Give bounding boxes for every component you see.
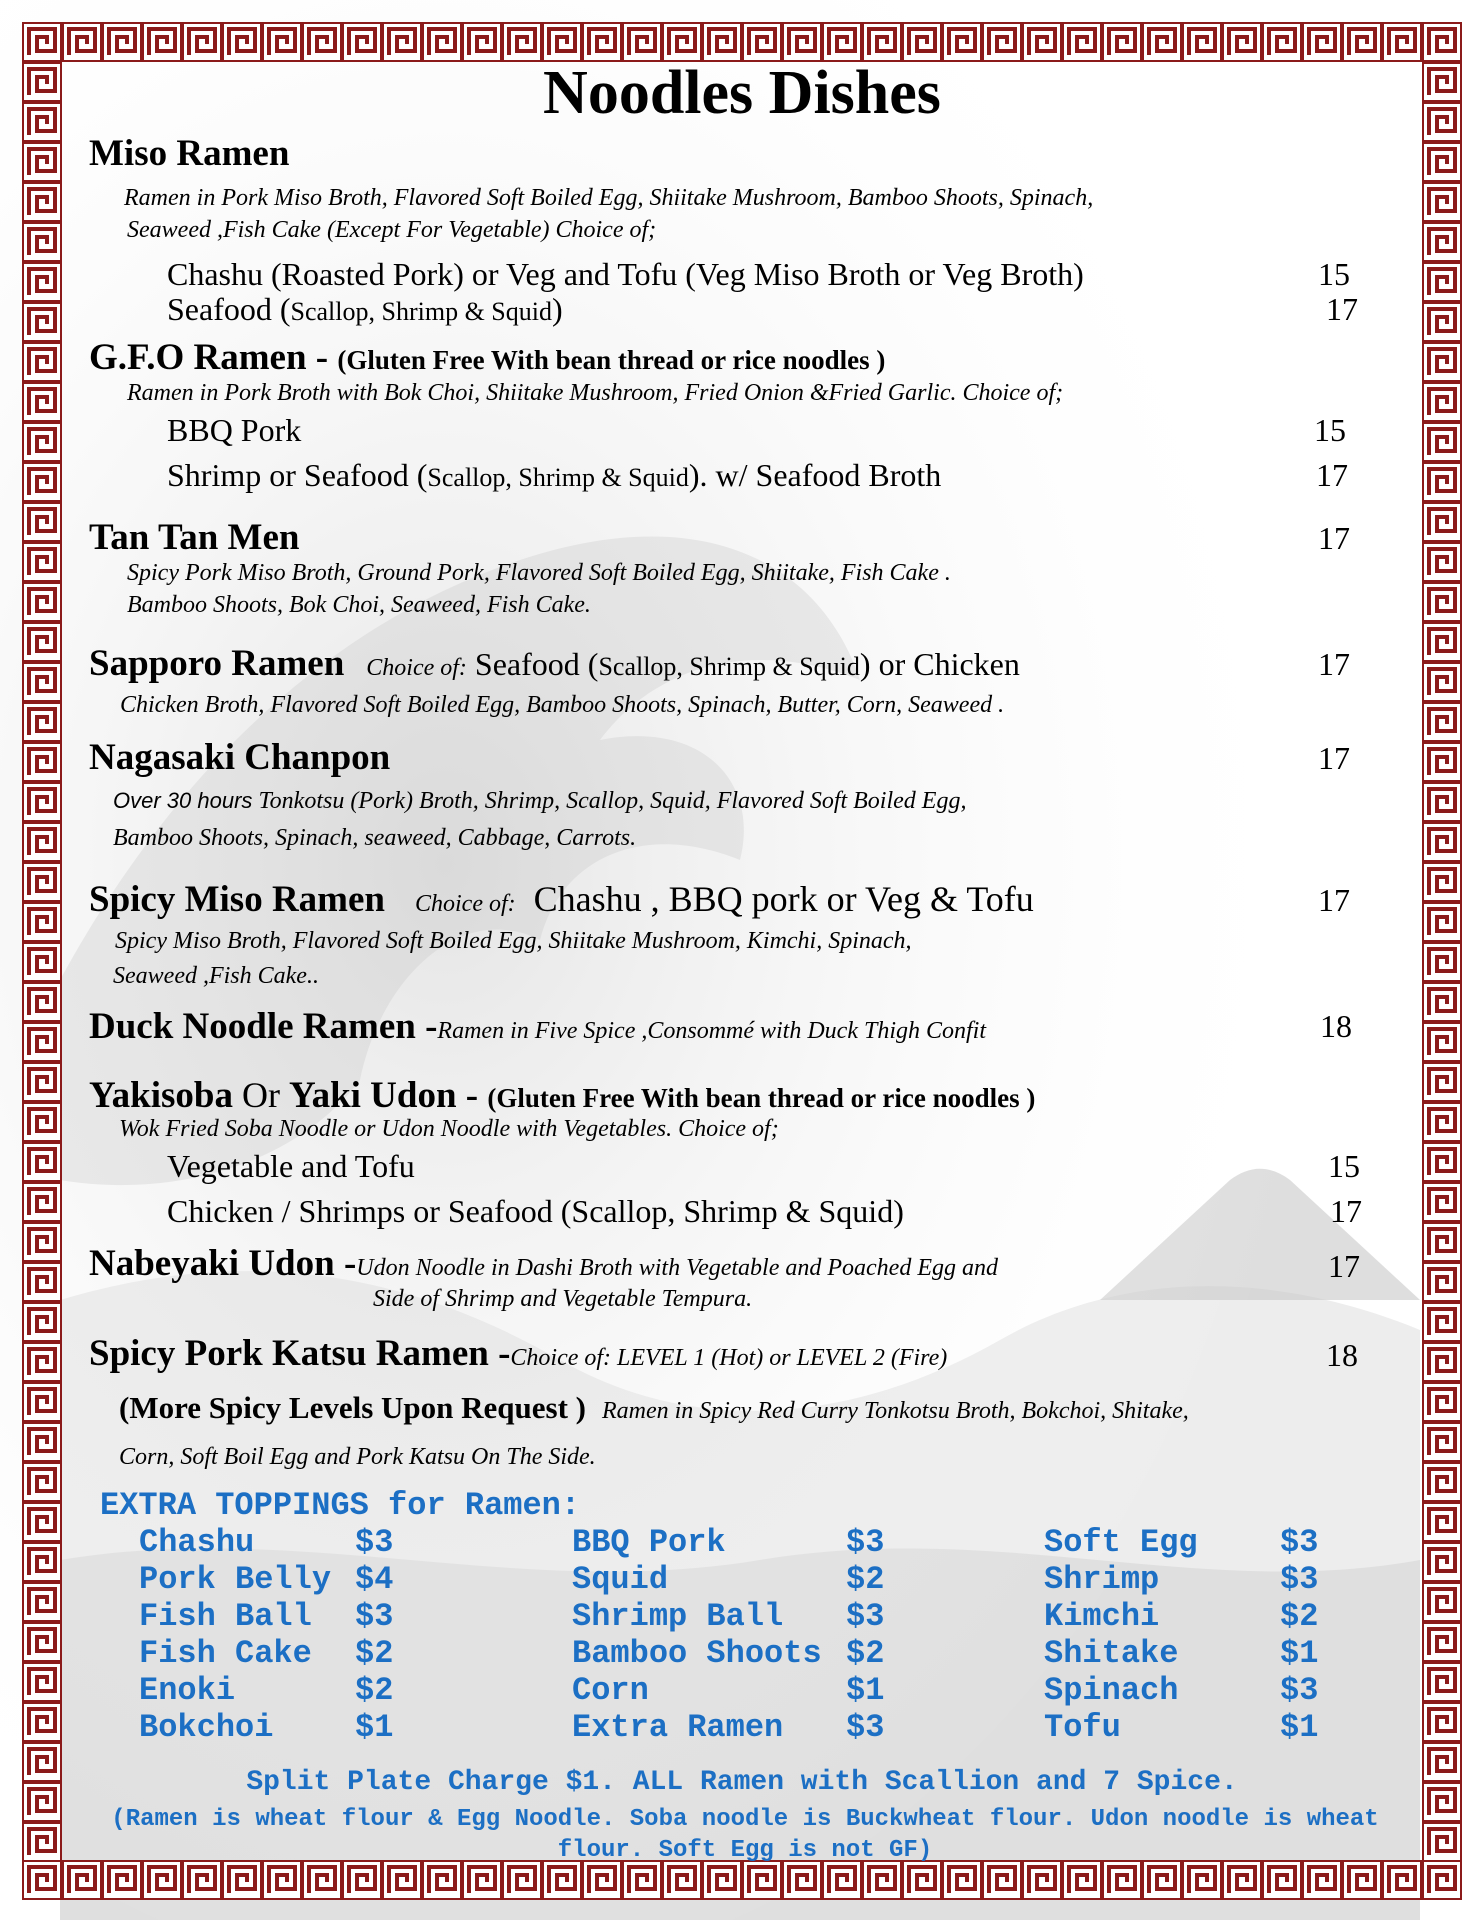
gfo-ramen-option-2-price: 17 bbox=[1316, 457, 1348, 493]
katsu-ramen-choice: Choice of: LEVEL 1 (Hot) or LEVEL 2 (Fire) bbox=[510, 1345, 948, 1371]
nabeyaki-udon-desc-2: Side of Shrimp and Vegetable Tempura. bbox=[373, 1286, 753, 1312]
topping-name: Kimchi bbox=[1044, 1598, 1160, 1635]
topping-name: Squid bbox=[572, 1561, 669, 1598]
toppings-title: EXTRA TOPPINGS for Ramen: bbox=[100, 1487, 581, 1524]
topping-name: Chashu bbox=[139, 1524, 255, 1561]
yakisoba-desc: Wok Fried Soba Noodle or Udon Noodle with Vegetables. Choice of; bbox=[119, 1116, 779, 1142]
nagasaki-chanpon-desc-1 bbox=[113, 788, 966, 815]
spicy-miso-ramen-name: Spicy Miso Ramen bbox=[89, 879, 385, 920]
nagasaki-hours: Over 30 hours bbox=[113, 788, 259, 813]
spicy-miso-ramen-price: 17 bbox=[1318, 882, 1350, 918]
sapporo-choice-label: Choice of: bbox=[366, 655, 467, 681]
nagasaki-broth: Tonkotsu (Pork) Broth, Shrimp, Scallop, Squid, Flavored Soft Boiled Egg, bbox=[258, 788, 967, 814]
topping-price: $3 bbox=[846, 1524, 885, 1561]
miso-ramen-option-1-price: 15 bbox=[1318, 256, 1350, 292]
duck-noodle-ramen-price: 18 bbox=[1320, 1008, 1352, 1044]
tantan-men-desc-2: Bamboo Shoots, Bok Choi, Seaweed, Fish Cake. bbox=[127, 592, 591, 618]
nagasaki-chanpon-price: 17 bbox=[1318, 740, 1350, 776]
topping-price: $3 bbox=[1280, 1672, 1319, 1709]
topping-price: $2 bbox=[1280, 1598, 1319, 1635]
miso-ramen-name: Miso Ramen bbox=[89, 133, 290, 174]
option-text-end: ) bbox=[551, 291, 563, 327]
topping-price: $1 bbox=[355, 1709, 394, 1746]
tantan-men-name: Tan Tan Men bbox=[89, 517, 300, 558]
duck-noodle-ramen-heading bbox=[89, 1005, 986, 1048]
katsu-ramen-desc-1: Ramen in Spicy Red Curry Tonkotsu Broth, Bokchoi, Shitake, bbox=[601, 1398, 1189, 1424]
nagasaki-chanpon-desc-2: Bamboo Shoots, Spinach, seaweed, Cabbage, Carrots. bbox=[113, 825, 637, 851]
nabeyaki-udon-heading bbox=[89, 1242, 998, 1285]
topping-price: $3 bbox=[355, 1524, 394, 1561]
topping-name: Fish Cake bbox=[139, 1635, 312, 1672]
duck-noodle-ramen-name: Duck Noodle Ramen - bbox=[89, 1006, 438, 1047]
gfo-ramen-option-1-price: 15 bbox=[1314, 412, 1346, 448]
nabeyaki-udon-price: 17 bbox=[1328, 1248, 1360, 1284]
footer-charge-note: Split Plate Charge $1. ALL Ramen with Scallion and 7 Spice. bbox=[246, 1767, 1238, 1798]
topping-name: Bokchoi bbox=[139, 1709, 274, 1746]
miso-ramen-desc-2: Seaweed ,Fish Cake (Except For Vegetable) Choice of; bbox=[127, 217, 657, 243]
yaki-udon-name: Yaki Udon - bbox=[288, 1075, 488, 1116]
katsu-ramen-name: Spicy Pork Katsu Ramen - bbox=[89, 1333, 511, 1374]
topping-name: Enoki bbox=[139, 1672, 236, 1709]
miso-ramen-desc-1: Ramen in Pork Miso Broth, Flavored Soft Boiled Egg, Shiitake Mushroom, Bamboo Shoots, Spinach, bbox=[124, 185, 1094, 211]
yakisoba-or: Or bbox=[232, 1075, 289, 1115]
yakisoba-option-1: Vegetable and Tofu bbox=[167, 1148, 415, 1184]
topping-name: Fish Ball bbox=[139, 1598, 312, 1635]
option-text: Seafood ( bbox=[466, 646, 599, 682]
topping-price: $3 bbox=[1280, 1561, 1319, 1598]
topping-price: $3 bbox=[1280, 1524, 1319, 1561]
miso-ramen-option-1: Chashu (Roasted Pork) or Veg and Tofu (Veg Miso Broth or Veg Broth) bbox=[167, 256, 1084, 292]
topping-name: Soft Egg bbox=[1044, 1524, 1198, 1561]
duck-noodle-ramen-desc: Ramen in Five Spice ,Consommé with Duck Thigh Confit bbox=[437, 1018, 987, 1044]
spicy-miso-ramen-desc-2: Seaweed ,Fish Cake.. bbox=[113, 963, 319, 989]
sapporo-ramen-price: 17 bbox=[1318, 646, 1350, 682]
footer-noodle-note: (Ramen is wheat flour & Egg Noodle. Soba noodle is Buckwheat flour. Udon noodle is wheat flour. Soft Egg is not GF) bbox=[111, 1806, 1379, 1864]
nabeyaki-udon-name: Nabeyaki Udon - bbox=[89, 1243, 357, 1284]
miso-ramen-option-2 bbox=[167, 291, 563, 328]
topping-price: $2 bbox=[355, 1635, 394, 1672]
yakisoba-heading bbox=[89, 1074, 1035, 1117]
topping-price: $1 bbox=[1280, 1635, 1319, 1672]
yakisoba-name: Yakisoba bbox=[89, 1075, 233, 1116]
katsu-ramen-note: (More Spicy Levels Upon Request ) bbox=[119, 1390, 586, 1425]
spicy-miso-ramen-heading bbox=[89, 878, 1034, 921]
gfo-ramen-note: (Gluten Free With bean thread or rice noodles ) bbox=[337, 345, 886, 375]
sapporo-ramen-heading bbox=[89, 642, 1020, 685]
topping-name: Tofu bbox=[1044, 1709, 1121, 1746]
yakisoba-option-1-price: 15 bbox=[1328, 1148, 1360, 1184]
tantan-men-price: 17 bbox=[1318, 520, 1350, 556]
page-title: Noodles Dishes bbox=[543, 59, 941, 127]
topping-name: BBQ Pork bbox=[572, 1524, 726, 1561]
gfo-ramen-name: G.F.O Ramen - bbox=[89, 337, 338, 378]
yakisoba-note: (Gluten Free With bean thread or rice noodles ) bbox=[487, 1083, 1036, 1113]
topping-name: Corn bbox=[572, 1672, 649, 1709]
yakisoba-option-2: Chicken / Shrimps or Seafood (Scallop, Shrimp & Squid) bbox=[167, 1193, 904, 1229]
topping-name: Bamboo Shoots bbox=[572, 1635, 822, 1672]
gfo-ramen-desc: Ramen in Pork Broth with Bok Choi, Shiitake Mushroom, Fried Onion &Fried Garlic. Choice of; bbox=[127, 380, 1064, 406]
sapporo-ramen-desc: Chicken Broth, Flavored Soft Boiled Egg, Bamboo Shoots, Spinach, Butter, Corn, Seaweed . bbox=[120, 692, 1005, 718]
topping-price: $3 bbox=[355, 1598, 394, 1635]
yakisoba-option-2-price: 17 bbox=[1330, 1193, 1362, 1229]
katsu-ramen-desc-2: Corn, Soft Boil Egg and Pork Katsu On The Side. bbox=[119, 1444, 596, 1470]
topping-name: Shitake bbox=[1044, 1635, 1179, 1672]
topping-name: Shrimp Ball bbox=[572, 1598, 784, 1635]
topping-price: $1 bbox=[846, 1672, 885, 1709]
spicy-miso-choice-label: Choice of: bbox=[415, 891, 516, 917]
katsu-ramen-note-line bbox=[119, 1390, 1189, 1426]
option-text: Seafood ( bbox=[167, 291, 291, 327]
gfo-ramen-heading bbox=[89, 336, 885, 379]
spicy-miso-ramen-desc-1: Spicy Miso Broth, Flavored Soft Boiled Egg, Shiitake Mushroom, Kimchi, Spinach, bbox=[115, 928, 912, 954]
option-detail: Scallop, Shrimp & Squid bbox=[427, 463, 689, 492]
sapporo-ramen-name: Sapporo Ramen bbox=[89, 643, 345, 684]
nagasaki-chanpon-name: Nagasaki Chanpon bbox=[89, 737, 391, 778]
topping-name: Extra Ramen bbox=[572, 1709, 784, 1746]
option-text: Shrimp or Seafood ( bbox=[167, 457, 428, 493]
option-detail: Scallop, Shrimp & Squid bbox=[290, 297, 552, 326]
option-text-end: ). w/ Seafood Broth bbox=[688, 457, 942, 493]
topping-name: Shrimp bbox=[1044, 1561, 1160, 1598]
topping-price: $2 bbox=[355, 1672, 394, 1709]
topping-price: $3 bbox=[846, 1598, 885, 1635]
topping-price: $2 bbox=[846, 1635, 885, 1672]
topping-price: $2 bbox=[846, 1561, 885, 1598]
topping-price: $4 bbox=[355, 1561, 394, 1598]
option-detail: Scallop, Shrimp & Squid bbox=[598, 652, 860, 681]
topping-price: $3 bbox=[846, 1709, 885, 1746]
tantan-men-desc-1: Spicy Pork Miso Broth, Ground Pork, Flavored Soft Boiled Egg, Shiitake, Fish Cake . bbox=[127, 560, 951, 586]
topping-name: Spinach bbox=[1044, 1672, 1179, 1709]
miso-ramen-option-2-price: 17 bbox=[1326, 291, 1358, 327]
option-text-end: ) or Chicken bbox=[859, 646, 1020, 682]
gfo-ramen-option-2 bbox=[167, 457, 941, 494]
spicy-miso-options: Chashu , BBQ pork or Veg & Tofu bbox=[533, 879, 1034, 919]
topping-price: $1 bbox=[1280, 1709, 1319, 1746]
nabeyaki-udon-desc-1: Udon Noodle in Dashi Broth with Vegetable and Poached Egg and bbox=[356, 1255, 998, 1281]
katsu-ramen-heading bbox=[89, 1332, 947, 1375]
gfo-ramen-option-1: BBQ Pork bbox=[167, 412, 302, 448]
topping-name: Pork Belly bbox=[139, 1561, 332, 1598]
katsu-ramen-price: 18 bbox=[1326, 1337, 1358, 1373]
